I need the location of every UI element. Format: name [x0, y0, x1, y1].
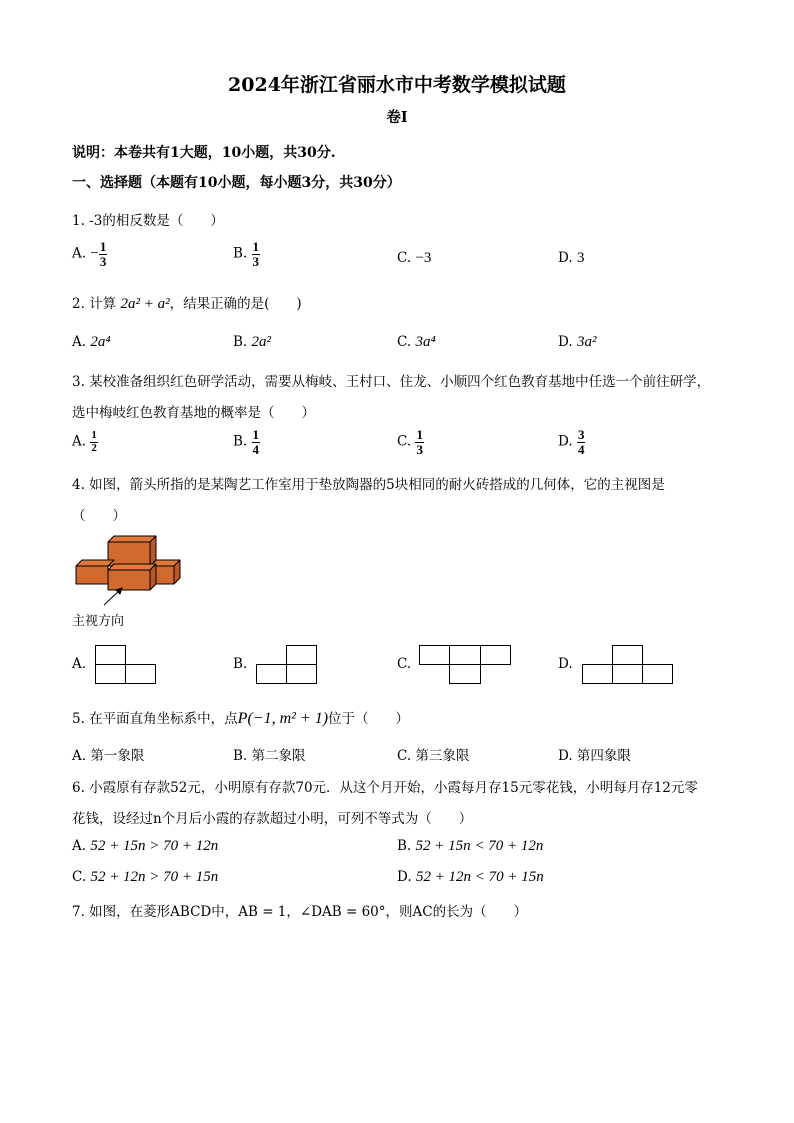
q2-option-d[interactable] [558, 334, 596, 351]
view-cell [449, 664, 481, 684]
q1-option-d[interactable] [558, 250, 584, 267]
q3-option-c-label: C. [397, 433, 412, 450]
q2-option-d-value: 3a² [576, 334, 597, 350]
q6-option-d[interactable] [397, 869, 544, 886]
q4-option-d-label[interactable]: D. [558, 656, 573, 672]
brick-front-top [108, 564, 156, 570]
brick-left-front [76, 566, 108, 584]
q5-option-c[interactable]: C. 第三象限 [397, 748, 470, 764]
question-3-line-1: 3. 某校准备组织红色研学活动，需要从梅岐、王村口、住龙、小顺四个红色教育基地中任选一个前往研学， [72, 374, 711, 390]
q6-option-a-label: A. [72, 838, 87, 854]
q2-prefix: 2. 计算 [72, 296, 117, 312]
q2-option-a-value: 2a⁴ [90, 334, 111, 350]
q1-option-d-label: D. [558, 250, 573, 266]
question-3-line-2: 选中梅岐红色教育基地的概率是（ ） [72, 405, 315, 421]
q3-option-a[interactable] [72, 430, 98, 454]
question-2-stem [72, 292, 302, 313]
q2-option-b-label: B. [233, 334, 248, 350]
q1-option-b-fraction [252, 240, 261, 268]
q1-option-d-value: 3 [576, 250, 585, 266]
view-cell [612, 645, 643, 665]
q3-d-numerator: 3 [577, 427, 585, 442]
q2-option-b-value: 2a² [251, 334, 272, 350]
q2-suffix: ，结果正确的是( ) [169, 296, 302, 312]
q3-c-denominator: 3 [416, 441, 423, 457]
q3-b-numerator: 1 [252, 427, 260, 442]
q2-option-c[interactable] [397, 334, 436, 351]
brick-top-front [108, 542, 150, 566]
paper-subtitle: 卷Ⅰ [386, 109, 408, 126]
q6-option-a-value: 52 + 15n > 70 + 12n [90, 838, 219, 854]
view-cell [95, 645, 126, 665]
q1-option-c-label: C. [397, 250, 412, 266]
q3-option-a-fraction [90, 430, 98, 454]
q5-option-d[interactable]: D. 第四象限 [558, 748, 631, 764]
q1-option-a-label: A. [72, 245, 87, 262]
q2-option-a[interactable] [72, 334, 111, 351]
q3-option-d-label: D. [558, 433, 573, 450]
view-cell [449, 645, 481, 665]
exam-note: 说明：本卷共有1大题，10小题，共30分. [72, 145, 336, 161]
q3-b-denominator: 4 [252, 441, 260, 457]
q6-option-c-label: C. [72, 869, 87, 885]
q2-option-c-label: C. [397, 334, 412, 350]
question-4-line-2: （ ） [72, 508, 126, 524]
view-cell [642, 664, 673, 684]
view-cell [286, 645, 317, 665]
q5-option-a[interactable]: A. 第一象限 [72, 748, 145, 764]
question-4-line-1: 4. 如图，箭头所指的是某陶艺工作室用于垫放陶器的5块相同的耐火砖搭成的几何体，它的主视图是 [72, 477, 665, 493]
brick-front-face [108, 570, 150, 590]
q6-option-b[interactable] [397, 838, 543, 855]
q6-option-b-value: 52 + 15n < 70 + 12n [415, 838, 544, 854]
q3-option-c[interactable] [397, 428, 424, 456]
view-cell [419, 645, 450, 665]
q1-b-denominator: 3 [252, 253, 260, 269]
q3-option-b[interactable] [233, 428, 260, 456]
q5-point: P(−1, m² + 1) [237, 710, 329, 727]
view-cell [286, 664, 317, 684]
q2-option-b[interactable] [233, 334, 271, 351]
view-cell [582, 664, 613, 684]
q3-c-numerator: 1 [416, 427, 423, 442]
q3-option-a-label: A. [72, 433, 87, 450]
q4-option-a-label[interactable]: A. [72, 656, 87, 672]
brick-stack-figure [70, 532, 185, 607]
q3-d-denominator: 4 [577, 441, 585, 457]
q5-prefix: 5. 在平面直角坐标系中，点 [72, 711, 238, 727]
question-6-line-2: 花钱，设经过n个月后小霞的存款超过小明，可列不等式为（ ） [72, 811, 473, 827]
q1-option-c-value: −3 [415, 250, 432, 266]
q3-option-b-fraction [252, 428, 261, 456]
q2-option-c-value: 3a⁴ [415, 334, 436, 350]
q6-option-c[interactable] [72, 869, 218, 886]
view-cell [125, 664, 156, 684]
brick-top-face [108, 536, 156, 542]
view-cell [256, 664, 287, 684]
q1-option-b[interactable] [233, 240, 260, 268]
q3-a-denominator: 2 [91, 441, 97, 454]
page-title: 2024年浙江省丽水市中考数学模拟试题 [228, 74, 566, 96]
q6-option-b-label: B. [397, 838, 412, 854]
q2-option-d-label: D. [558, 334, 573, 350]
view-cell [612, 664, 643, 684]
view-cell [480, 645, 511, 665]
q4-option-c-label[interactable]: C. [397, 656, 412, 672]
question-6-line-1: 6. 小霞原有存款52元，小明原有存款70元．从这个月开始，小霞每月存15元零花钱，小明每月存12元零 [72, 780, 698, 796]
q1-option-a-sign: − [90, 245, 99, 262]
q3-option-d-fraction [577, 428, 586, 456]
question-7-stem: 7. 如图，在菱形ABCD中，AB = 1，∠DAB = 60°，则AC的长为（ ） [72, 904, 528, 920]
view-cell [95, 664, 126, 684]
q5-suffix: 位于（ ） [328, 711, 410, 727]
q1-b-numerator: 1 [252, 239, 260, 254]
q2-expression: 2a² + a² [120, 296, 170, 312]
section-heading: 一、选择题（本题有10小题，每小题3分，共30分） [72, 175, 401, 191]
q3-option-d[interactable] [558, 428, 585, 456]
q1-option-a-fraction [99, 240, 108, 268]
q1-a-numerator: 1 [99, 239, 107, 254]
q3-option-c-fraction [415, 428, 424, 456]
q5-option-b[interactable]: B. 第二象限 [233, 748, 306, 764]
question-1-stem: 1. -3的相反数是（ ） [72, 213, 224, 229]
q6-option-d-value: 52 + 12n < 70 + 15n [415, 869, 544, 885]
q3-a-numerator: 1 [91, 429, 97, 441]
figure-caption: 主视方向 [72, 614, 125, 629]
q6-option-d-label: D. [397, 869, 412, 885]
q1-option-c[interactable] [397, 250, 431, 267]
brick-left-top [76, 560, 114, 566]
q6-option-c-value: 52 + 12n > 70 + 15n [90, 869, 219, 885]
question-5-stem [72, 707, 409, 728]
q2-option-a-label: A. [72, 334, 87, 350]
q6-option-a[interactable] [72, 838, 218, 855]
q1-option-b-label: B. [233, 245, 248, 262]
q3-option-b-label: B. [233, 433, 248, 450]
q1-option-a[interactable] [72, 240, 107, 268]
q1-a-denominator: 3 [99, 253, 107, 269]
q4-option-b-label[interactable]: B. [233, 656, 248, 672]
